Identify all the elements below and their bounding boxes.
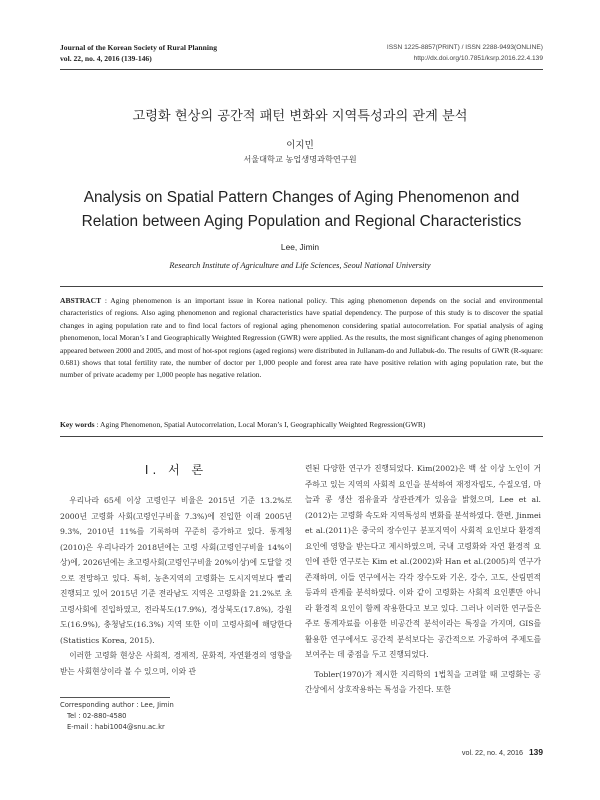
journal-identifiers — [387, 42, 543, 64]
corresponding-author-footnote — [60, 700, 174, 733]
corresponding-author: Corresponding author : Lee, Jimin — [60, 701, 174, 709]
abstract-top-divider — [60, 286, 543, 287]
english-author: Lee, Jimin — [280, 242, 320, 252]
korean-affiliation: 서울대학교 농업생명과학연구원 — [243, 154, 357, 164]
keywords-text: : Aging Phenomenon, Spatial Autocorrelation, Local Moran’s I, Geographically Weighted Regression(GWR) — [96, 420, 426, 429]
page-number: 139 — [529, 747, 543, 757]
abstract-bottom-divider — [60, 436, 543, 437]
author-email[interactable]: E-mail : habi1004@snu.ac.kr — [67, 723, 165, 731]
abstract-label: ABSTRACT — [60, 296, 102, 305]
english-affiliation: Research Institute of Agriculture and Life Sciences, Seoul National University — [169, 261, 431, 270]
paragraph: 이러한 고령화 현상은 사회적, 경제적, 문화적, 자연환경의 영향을 받는 사회현상이라 볼 수 있으며, 이와 관 — [60, 651, 292, 676]
page-footer — [462, 747, 543, 757]
body-column-right — [305, 461, 541, 698]
paragraph: 련된 다양한 연구가 진행되었다. Kim(2002)은 백 살 이상 노인이 거주하고 있는 지역의 사회적 요인을 분석하여 재정자립도, 수질오염, 마늘과 콩 생산 점유율과 상관관계가 있음을 밝혔으며, Lee et al.(2012)는 고령화 속도와 지역특성의 변화를 분석하였다. 한편, Jinmei et al.(2011)은 중국의 장수인구 분포지역이 사회적 요인보다 환경적 요인에 영향을 받는다고 제시하였으며, 국내 고령화와 자연 환경적 요인에 관한 연구로는 Kim et al.(2002)와 Han et al.(2005)의 연구가 존재하며, 이들 연구에서는 각각 장수도와 기온, 강수, 고도, 산림면적 등과의 관계를 분석하였다. 이와 같이 고령화는 사회적 요인뿐만 아니라 환경적 요인이 함께 작용한다고 보고 있다. 그러나 이러한 연구들은 주로 통계자료를 이용한 비공간적 분석이라는 특징을 가지며, GIS를 활용한 연구에서도 공간적 분석보다는 공간적으로 가공하여 주제도를 보여주는 데 중점을 두고 진행되었다. — [305, 464, 541, 659]
korean-author: 이지민 — [286, 140, 314, 151]
paragraph: Tobler(1970)가 제시한 지리학의 1법칙을 고려할 때 고령화는 공간상에서 상호작용하는 특성을 가진다. 또한 — [305, 669, 541, 694]
body-column-left — [60, 493, 292, 679]
english-title-line-2: Relation between Aging Population and Regional Characteristics — [81, 213, 522, 230]
journal-name: Journal of the Korean Society of Rural Planning — [60, 43, 218, 52]
keywords — [60, 419, 543, 431]
english-title — [60, 186, 543, 234]
section-heading: I. 서 론 — [144, 463, 208, 477]
abstract-text: : Aging phenomenon is an important issue in Korea national policy. This aging phenomenon depends on the social and environmental characteristics of regions. Also aging phenomenon and regional characteristics have spatial dependency. The purpose of this study is to discover the spatial changes in aging population rate and to find local factors of regional aging phenomenon considering spatial autocorrelation. For spatial analysis of aging phenomenon, local Moran’s I and Geographically Weighted Regression (GWR) were applied. As the results, the most significant changes of aging phenomenon appeared between 2000 and 2005, and most of hot-spot regions (aged regions) were distributed in Jullanam-do and Jullabuk-do. The results of GWR (R-square: 0.681) shows that total fertility rate, the number of doctor per 1,000 people and forest area rate have positive relation with aging population rate, but the number of private academy per 1,000 people has negative relation. — [60, 296, 543, 380]
issn: ISSN 1225-8857(PRINT) / ISSN 2288-9493(ONLINE) — [386, 44, 543, 51]
keywords-label: Key words — [60, 420, 95, 429]
footer-volume: vol. 22, no. 4, 2016 — [461, 748, 524, 757]
journal-header — [60, 42, 217, 64]
english-title-line-1: Analysis on Spatial Pattern Changes of Aging Phenomenon and — [83, 189, 520, 206]
doi-link[interactable]: http://dx.doi.org/10.7851/ksrp.2016.22.4.139 — [413, 55, 543, 62]
paragraph: 우리나라 65세 이상 고령인구 비율은 2015년 기준 13.2%로 2000년 고령화 사회(고령인구비율 7.3%)에 진입한 이래 2005년 9.3%, 2010년 11%를 기록하며 꾸준히 증가하고 있다. 통계청(2010)은 우리나라가 2018년에는 고령 사회(고령인구비율 14%이상)에, 2026년에는 초고령사회(고령인구비율 20%이상)에 도달할 것으로 전망하고 있다. 특히, 농촌지역의 고령화는 도시지역보다 빨리 진행되고 있어 2015년 기준 전라남도 지역은 고령화율 21.2%로 초고령사회에 진입하였고, 전라북도(17.9%), 경상북도(17.8%), 강원도(16.9%), 충청남도(16.3%) 지역 또한 이미 고령사회에 해당한다(Statistics Korea, 2015). — [60, 496, 292, 645]
footnote-divider — [60, 697, 170, 698]
abstract — [60, 295, 543, 382]
header-divider — [60, 69, 543, 70]
author-phone: Tel : 02-880-4580 — [67, 712, 127, 720]
korean-title: 고령화 현상의 공간적 패턴 변화와 지역특성과의 관계 분석 — [132, 109, 468, 124]
journal-volume: vol. 22, no. 4, 2016 (139-146) — [60, 54, 152, 63]
